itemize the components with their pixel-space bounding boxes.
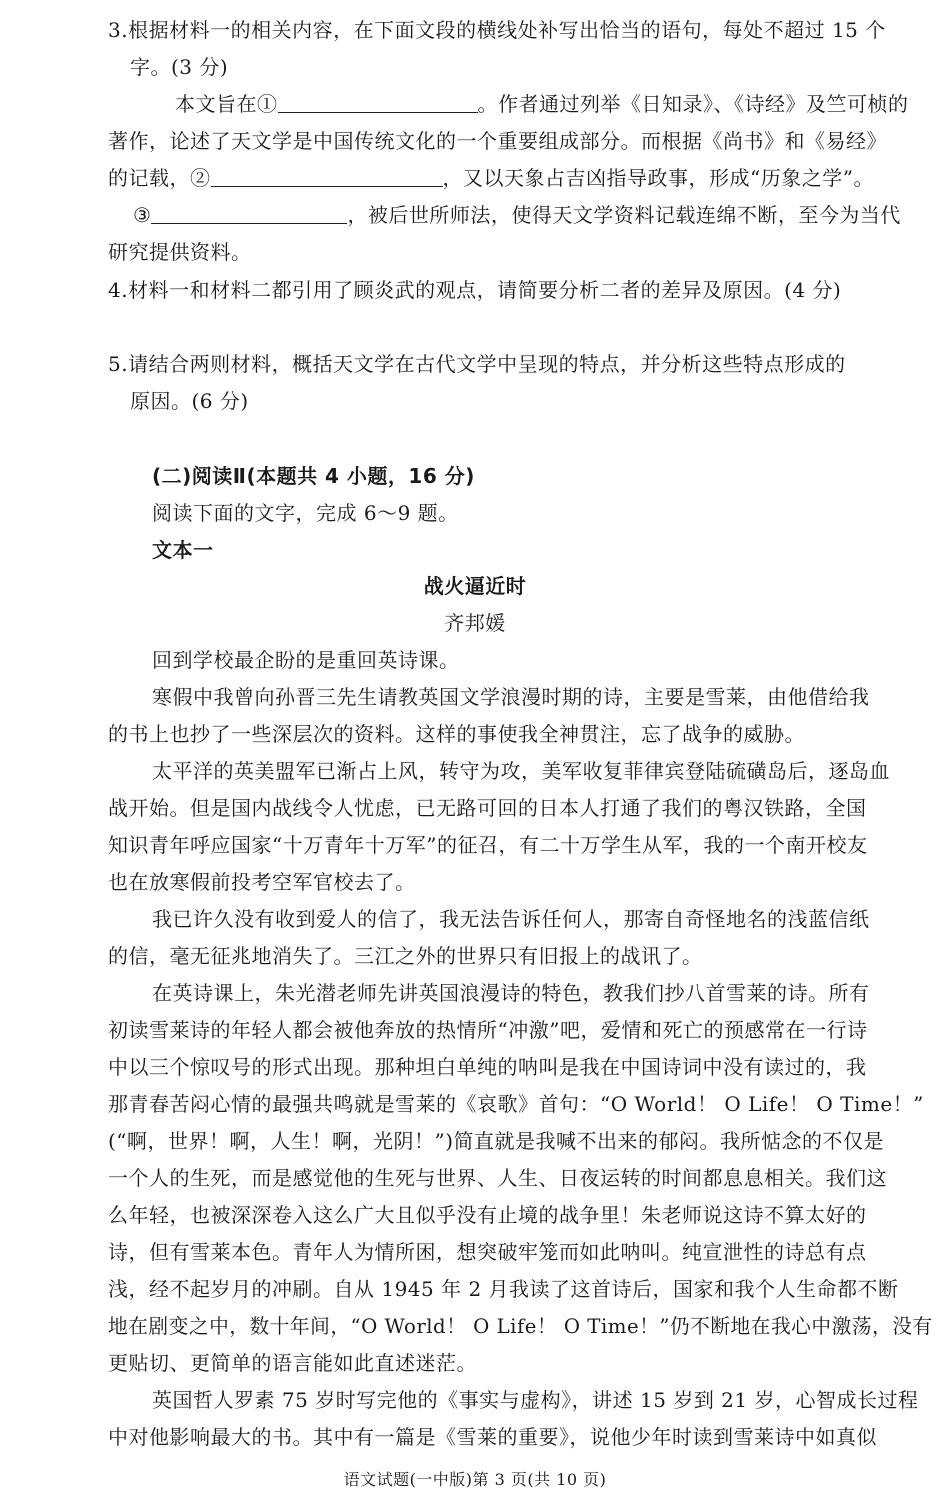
q3-paragraph-line4 — [133, 205, 901, 225]
body-line: 初读雪莱诗的年轻人都会被他奔放的热情所“冲激”吧，爱情和死亡的预感常在一行诗 — [108, 1018, 868, 1042]
body-line: 也在放寒假前投考空军官校去了。 — [108, 870, 416, 894]
article-title: 战火逼近时 — [423, 574, 527, 598]
answer-blank-3[interactable] — [151, 205, 347, 224]
q4-line1: 4.材料一和材料二都引用了顾炎武的观点，请简要分析二者的差异及原因。(4 分) — [108, 278, 842, 302]
q3-text: 的记载，② — [108, 166, 211, 190]
q3-paragraph-line5: 研究提供资料。 — [108, 240, 252, 264]
q3-paragraph-line2: 著作，论述了天文学是中国传统文化的一个重要组成部分。而根据《尚书》和《易经》 — [108, 129, 887, 153]
body-line: 更贴切、更简单的语言能如此直述迷茫。 — [108, 1351, 477, 1375]
page-footer: 语文试题(一中版)第 3 页(共 10 页) — [343, 1470, 607, 1489]
q5-line1: 5.请结合两则材料，概括天文学在古代文学中呈现的特点，并分析这些特点形成的 — [108, 352, 846, 376]
body-line: 在英诗课上，朱光潜老师先讲英国浪漫诗的特色，教我们抄八首雪莱的诗。所有 — [152, 981, 870, 1005]
body-line: 的书上也抄了一些深层次的资料。这样的事使我全神贯注，忘了战争的威胁。 — [108, 722, 805, 746]
answer-blank-2[interactable] — [211, 168, 443, 187]
body-line: 英国哲人罗素 75 岁时写完他的《事实与虚构》，讲述 15 岁到 21 岁，心智成长过程 — [152, 1388, 919, 1412]
body-line: 回到学校最企盼的是重回英诗课。 — [152, 648, 460, 672]
q3-paragraph-line3 — [108, 168, 874, 188]
q3-line1: 3.根据材料一的相关内容，在下面文段的横线处补写出恰当的语句，每处不超过 15 个 — [108, 18, 886, 42]
body-line: 寒假中我曾向孙晋三先生请教英国文学浪漫时期的诗，主要是雪莱，由他借给我 — [152, 685, 870, 709]
body-line: 中以三个惊叹号的形式出现。那种坦白单纯的呐叫是我在中国诗词中没有读过的，我 — [108, 1055, 867, 1079]
body-line: 地在剧变之中，数十年间，“O World！ O Life！ O Time！”仍不断地在我心中激荡，没有 — [108, 1314, 933, 1338]
q5-line2: 原因。(6 分) — [130, 389, 249, 413]
q3-line2: 字。(3 分) — [130, 55, 229, 79]
article-author: 齐邦媛 — [444, 611, 506, 635]
section-heading: (二)阅读Ⅱ(本题共 4 小题，16 分) — [152, 464, 475, 488]
q3-text: 。作者通过列举《日知录》、《诗经》及竺可桢的 — [477, 92, 909, 116]
body-line: 战开始。但是国内战线令人忧虑，已无路可回的日本人打通了我们的粤汉铁路，全国 — [108, 796, 867, 820]
body-line: 太平洋的英美盟军已渐占上风，转守为攻，美军收复菲律宾登陆硫磺岛后，逐岛血 — [152, 759, 890, 783]
section-instruction: 阅读下面的文字，完成 6～9 题。 — [152, 501, 459, 525]
body-line: (“啊，世界！啊，人生！啊，光阴！”)简直就是我喊不出来的郁闷。我所惦念的不仅是 — [108, 1129, 885, 1153]
body-line: 我已许久没有收到爱人的信了，我无法告诉任何人，那寄自奇怪地名的浅蓝信纸 — [152, 907, 870, 931]
body-line: 那青春苦闷心情的最强共鸣就是雪莱的《哀歌》首句：“O World！ O Life！ O Time！” — [108, 1092, 924, 1116]
q3-text: ，被后世所师法，使得天文学资料记载连绵不断，至今为当代 — [347, 203, 901, 227]
body-line: 么年轻，也被深深卷入这么广大且似乎没有止境的战争里！朱老师说这诗不算太好的 — [108, 1203, 867, 1227]
body-line: 浅，经不起岁月的冲刷。自从 1945 年 2 月我读了这首诗后，国家和我个人生命都不断 — [108, 1277, 899, 1301]
q3-paragraph-line1 — [175, 94, 909, 114]
q3-text: ，又以天象占吉凶指导政事，形成“历象之学”。 — [442, 166, 874, 190]
text-label: 文本一 — [152, 538, 214, 562]
q3-text: 本文旨在① — [175, 92, 278, 116]
q3-text: ③ — [133, 203, 152, 227]
body-line: 诗，但有雪莱本色。青年人为情所困，想突破牢笼而如此呐叫。纯宣泄性的诗总有点 — [108, 1240, 867, 1264]
body-line: 知识青年呼应国家“十万青年十万军”的征召，有二十万学生从军，我的一个南开校友 — [108, 833, 868, 857]
answer-blank-1[interactable] — [278, 94, 478, 113]
body-line: 的信，毫无征兆地消失了。三江之外的世界只有旧报上的战讯了。 — [108, 944, 703, 968]
body-line: 一个人的生死，而是感觉他的生死与世界、人生、日夜运转的时间都息息相关。我们这 — [108, 1166, 887, 1190]
body-line: 中对他影响最大的书。其中有一篇是《雪莱的重要》，说他少年时读到雪莱诗中如真似 — [108, 1425, 877, 1449]
